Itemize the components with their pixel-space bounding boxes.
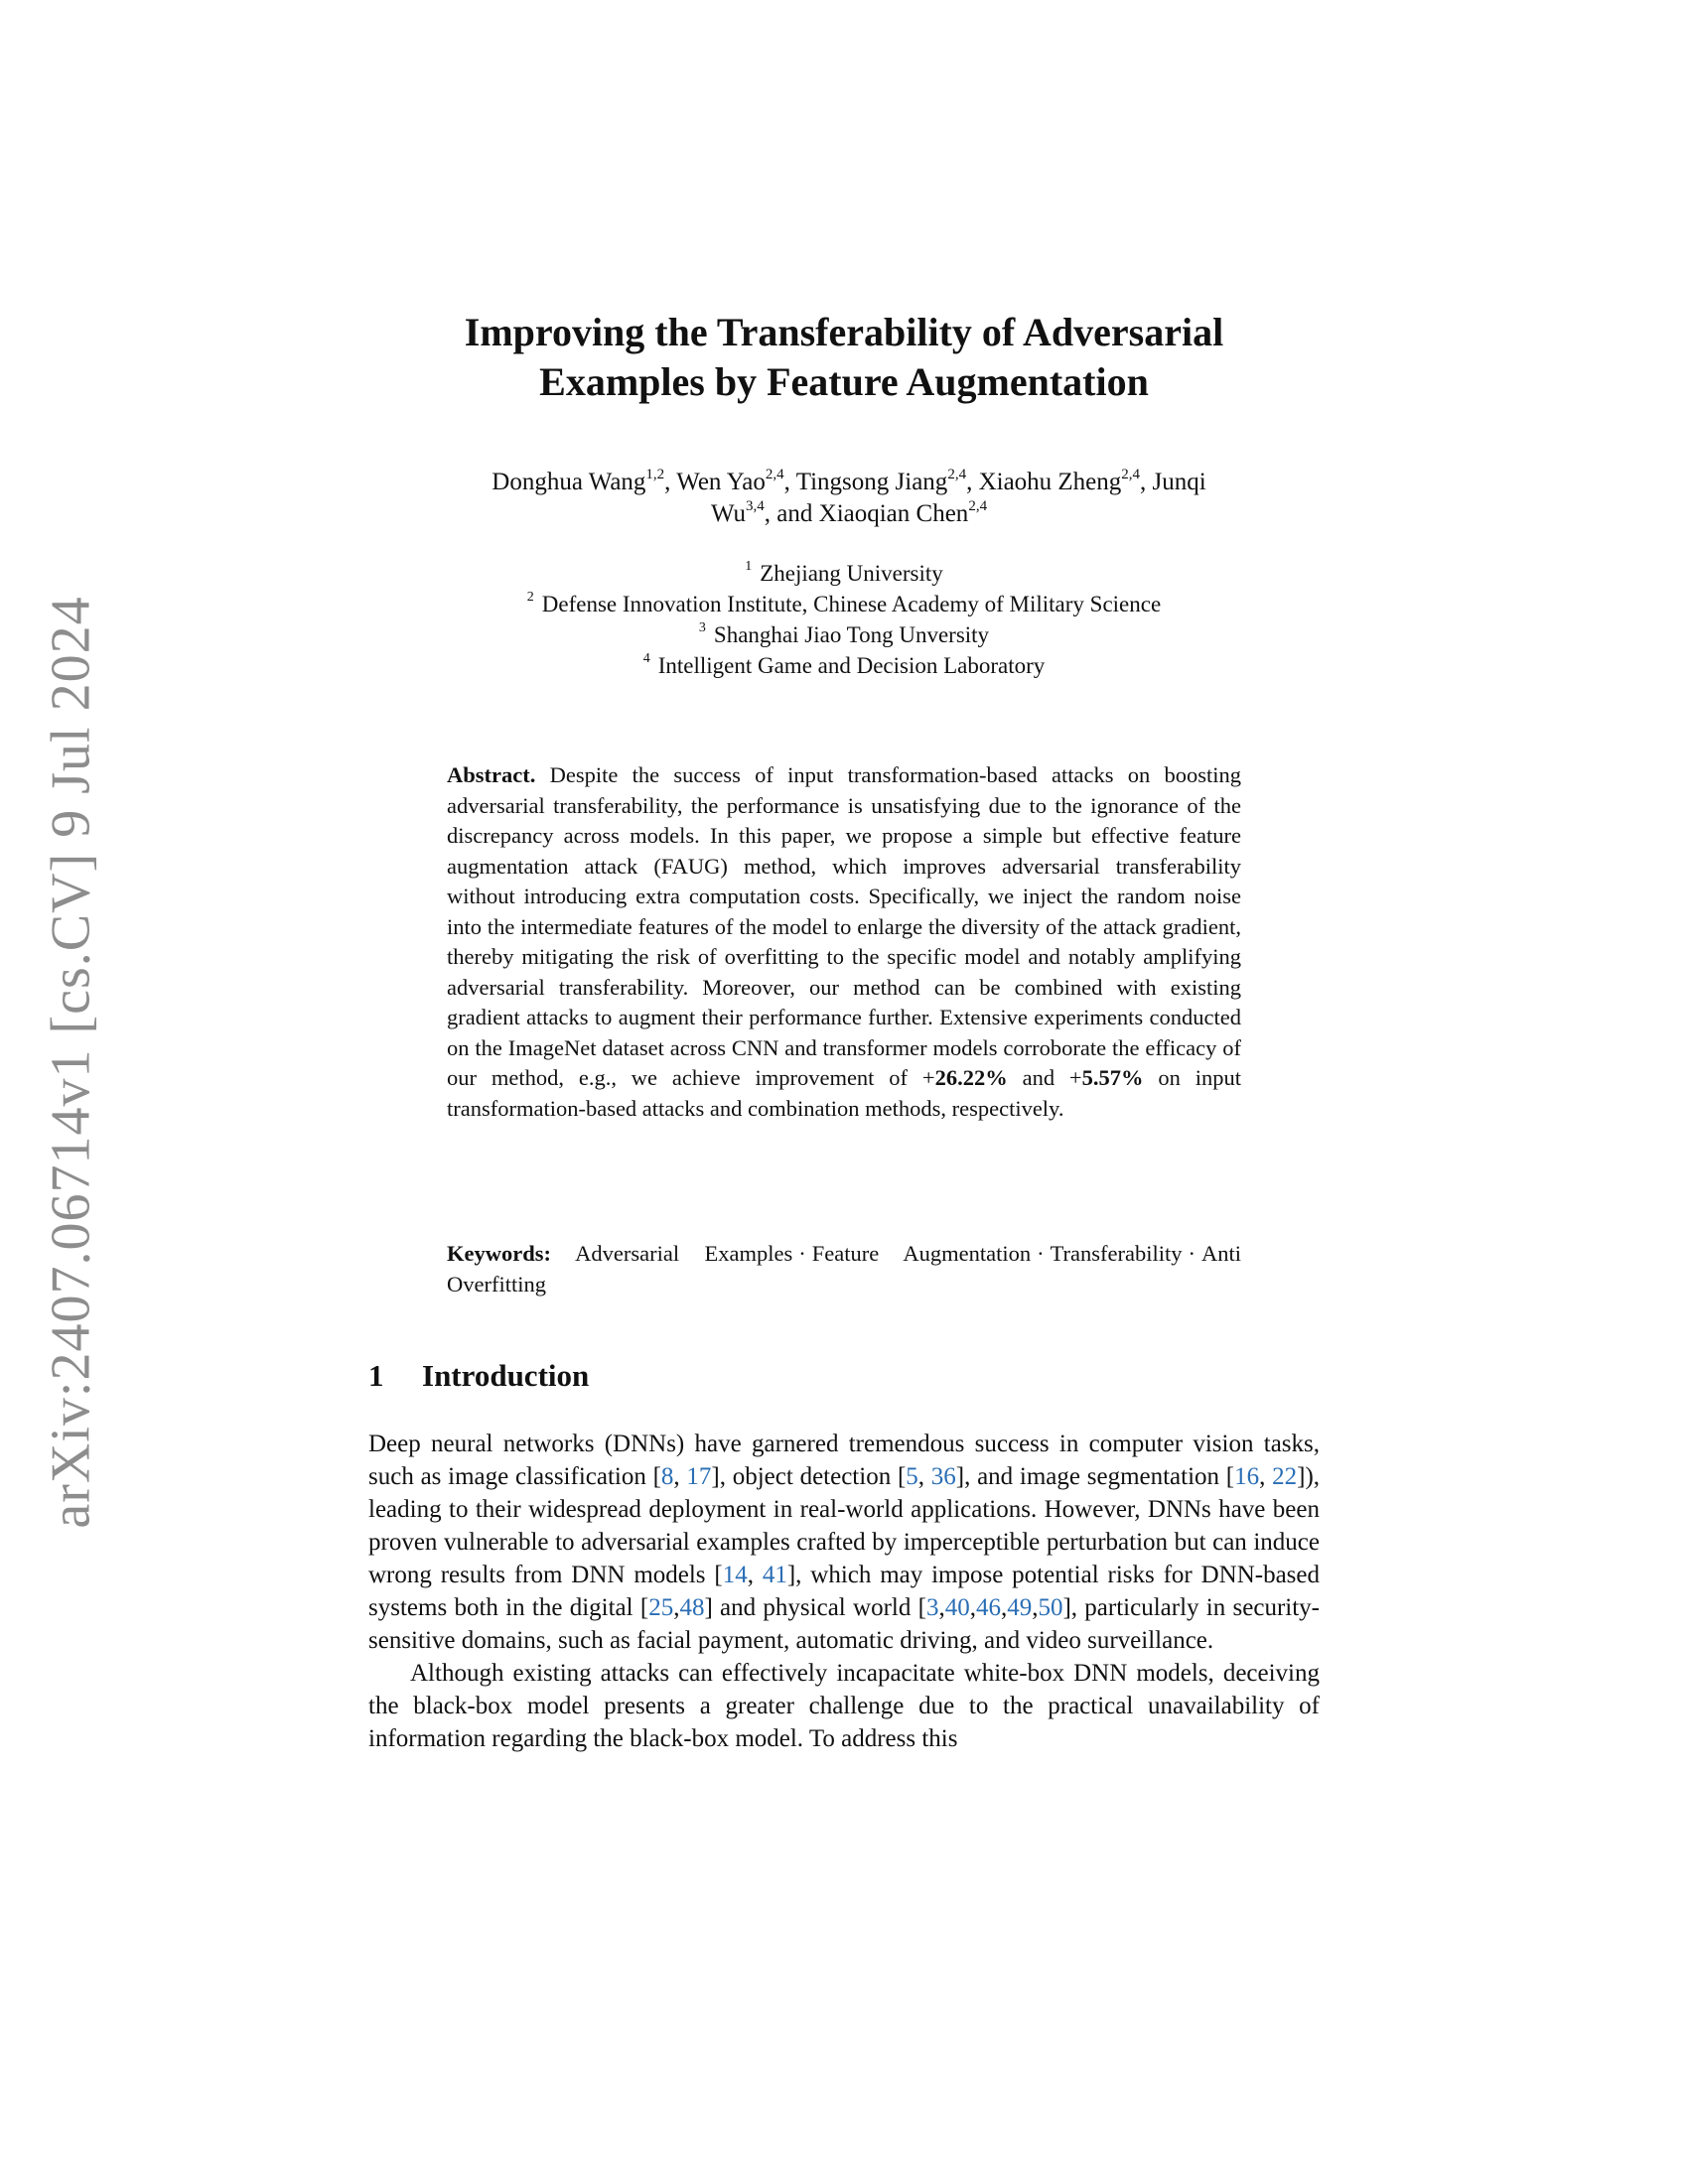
author-line-1: Donghua Wang$^{1,2}$, Wen Yao$^{2,4}$, Tingsong Jiang$^{2,4}$, Xiaohu Zheng$^{2,4}$, Junqi	[492, 466, 1206, 495]
author-affiliation-marker: 3,4	[746, 497, 765, 514]
paragraph-text: , particularly in security-sensitive domains, such as facial payment, automatic driving, and video surveillance.	[368, 1594, 1320, 1654]
affiliation-item	[357, 650, 1331, 681]
author-name: Xiaohu Zheng	[978, 469, 1122, 495]
abstract-text: and +	[1007, 1065, 1082, 1090]
keyword-item: Anti Overfitting	[447, 1241, 1241, 1297]
affiliation-name: Shanghai Jiao Tong Unversity	[713, 622, 990, 647]
citation-link[interactable]: 40	[944, 1594, 970, 1621]
paragraph: Although existing attacks can effectively incapacitate white-box DNN models, deceiving the black-box model presents a greater challenge due to the practical unavailability of information regarding the black-box model. To address this	[368, 1660, 1320, 1752]
keyword-separator: ·	[1037, 1241, 1045, 1266]
keyword-item: Feature Augmentation	[811, 1241, 1032, 1266]
section-heading-introduction	[368, 1356, 589, 1396]
arxiv-identifier-stamp	[38, 596, 105, 1529]
author-affiliation-marker: 1,2	[645, 466, 665, 482]
section-number: 1	[368, 1358, 384, 1393]
citation-link[interactable]: 17	[686, 1463, 712, 1490]
author-line-2	[387, 498, 1311, 530]
keyword-item: Transferability	[1050, 1241, 1183, 1266]
keywords-label: Keywords:	[447, 1241, 551, 1266]
author-affiliation-marker: 2,4	[968, 497, 988, 514]
paragraph-text: , which may impose potential risks for DNN-based systems both in the digital	[368, 1562, 1320, 1621]
citation-link[interactable]: 50	[1038, 1594, 1063, 1621]
citation-link[interactable]: 49	[1007, 1594, 1033, 1621]
paragraph-text: and physical world	[712, 1594, 918, 1621]
arxiv-identifier-text: arXiv:2407.06714v1 [cs.CV] 9 Jul 2024	[41, 596, 102, 1529]
affiliation-item	[357, 589, 1331, 619]
author-name: , and Xiaoqian Chen	[764, 500, 969, 527]
citation-link[interactable]: 3	[925, 1594, 939, 1621]
introduction-body	[368, 1428, 1320, 1755]
author-affiliation-marker: 2,4	[947, 466, 967, 482]
affiliation-name: Zhejiang University	[760, 561, 943, 586]
paper-title	[357, 308, 1331, 407]
author-list	[387, 467, 1311, 530]
abstract-highlight-value: 5.57%	[1081, 1065, 1144, 1090]
affiliation-name: Intelligent Game and Decision Laboratory	[657, 653, 1046, 678]
abstract-text: Despite the success of input transformation-based attacks on boosting adversarial transferability, the performance is unsatisfying due to the ignorance of the discrepancy across models. In this paper, we propose a simple but effective feature augmentation attack (FAUG) method, which improves adversarial transferability without introducing extra computation costs. Specifically, we inject the random noise into the intermediate features of the model to enlarge the diversity of the attack gradient, thereby mitigating the risk of overfitting to the specific model and notably amplifying adversarial transferability. Moreover, our method can be combined with existing gradient attacks to augment their performance further. Extensive experiments conducted on the ImageNet dataset across CNN and transformer models corroborate the efficacy of our method, e.g., we achieve improvement of +	[447, 762, 1242, 1090]
citation-link[interactable]: 36	[930, 1463, 956, 1490]
keyword-separator: ·	[798, 1241, 806, 1266]
abstract-highlight-value: 26.22%	[934, 1065, 1008, 1090]
paragraph-text: , object detection	[719, 1463, 898, 1490]
keyword-separator: ·	[1188, 1241, 1196, 1266]
abstract-text: on input transformation-based attacks and combination methods, respectively.	[447, 1065, 1241, 1121]
author-name: Donghua Wang	[492, 469, 646, 495]
paper-title-line-1: Improving the Transferability of Adversarial	[464, 310, 1224, 354]
citation-link[interactable]: 48	[679, 1594, 705, 1621]
paragraph-text: ), leading to their widespread deployment in real-world applications. However, DNNs have been proven vulnerable to adversarial examples crafted by imperceptible perturbation but can induce wrong results from DNN models	[368, 1463, 1321, 1588]
keywords-block	[447, 1239, 1241, 1299]
affiliation-number: 1	[745, 559, 753, 575]
paragraph: Deep neural networks (DNNs) have garnered tremendous success in computer vision tasks, such as image classification [8, 17], object detection [5, 36], and image segmentation [16, 22]), leading to their widespread deployment in real-world applications. However, DNNs have been proven vulnerable to adversarial examples crafted by imperceptible perturbation but can induce wrong results from DNN models [14, 41], which may impose potential risks for DNN-based systems both in the digital [25,48] and physical world [3,40,46,49,50], particularly in security-sensitive domains, such as facial payment, automatic driving, and video surveillance.	[368, 1431, 1321, 1654]
author-name: Junqi	[1152, 469, 1206, 495]
citation-link[interactable]: 41	[762, 1562, 787, 1588]
paragraph-text: Deep neural networks (DNNs) have garnered tremendous success in computer vision tasks, such as image classification	[368, 1431, 1320, 1490]
author-name: Wen Yao	[676, 469, 766, 495]
citation-link[interactable]: 22	[1272, 1463, 1298, 1490]
author-affiliation-marker: 2,4	[1121, 466, 1141, 482]
author-name: Tingsong Jiang	[795, 469, 948, 495]
abstract-label: Abstract.	[447, 762, 536, 787]
abstract-block	[447, 760, 1241, 1124]
citation-link[interactable]: 16	[1234, 1463, 1260, 1490]
affiliation-number: 2	[526, 590, 534, 606]
citation-link[interactable]: 46	[975, 1594, 1001, 1621]
author-name: Wu	[710, 500, 747, 527]
affiliation-name: Defense Innovation Institute, Chinese Academy of Military Science	[541, 592, 1162, 616]
affiliation-item	[357, 558, 1331, 589]
citation-link[interactable]: 25	[648, 1594, 674, 1621]
affiliation-list	[357, 558, 1331, 681]
affiliation-number: 4	[642, 651, 650, 667]
paper-title-line-2: Examples by Feature Augmentation	[539, 359, 1149, 404]
author-affiliation-marker: 2,4	[765, 466, 784, 482]
affiliation-number: 3	[698, 620, 706, 636]
section-title: Introduction	[422, 1358, 590, 1393]
citation-link[interactable]: 14	[722, 1562, 748, 1588]
citation-link[interactable]: 8	[660, 1463, 674, 1490]
affiliation-item	[357, 619, 1331, 650]
citation-link[interactable]: 5	[906, 1463, 918, 1490]
keyword-item: Adversarial Examples	[575, 1241, 793, 1266]
paragraph-text: , and image segmentation	[964, 1463, 1226, 1490]
